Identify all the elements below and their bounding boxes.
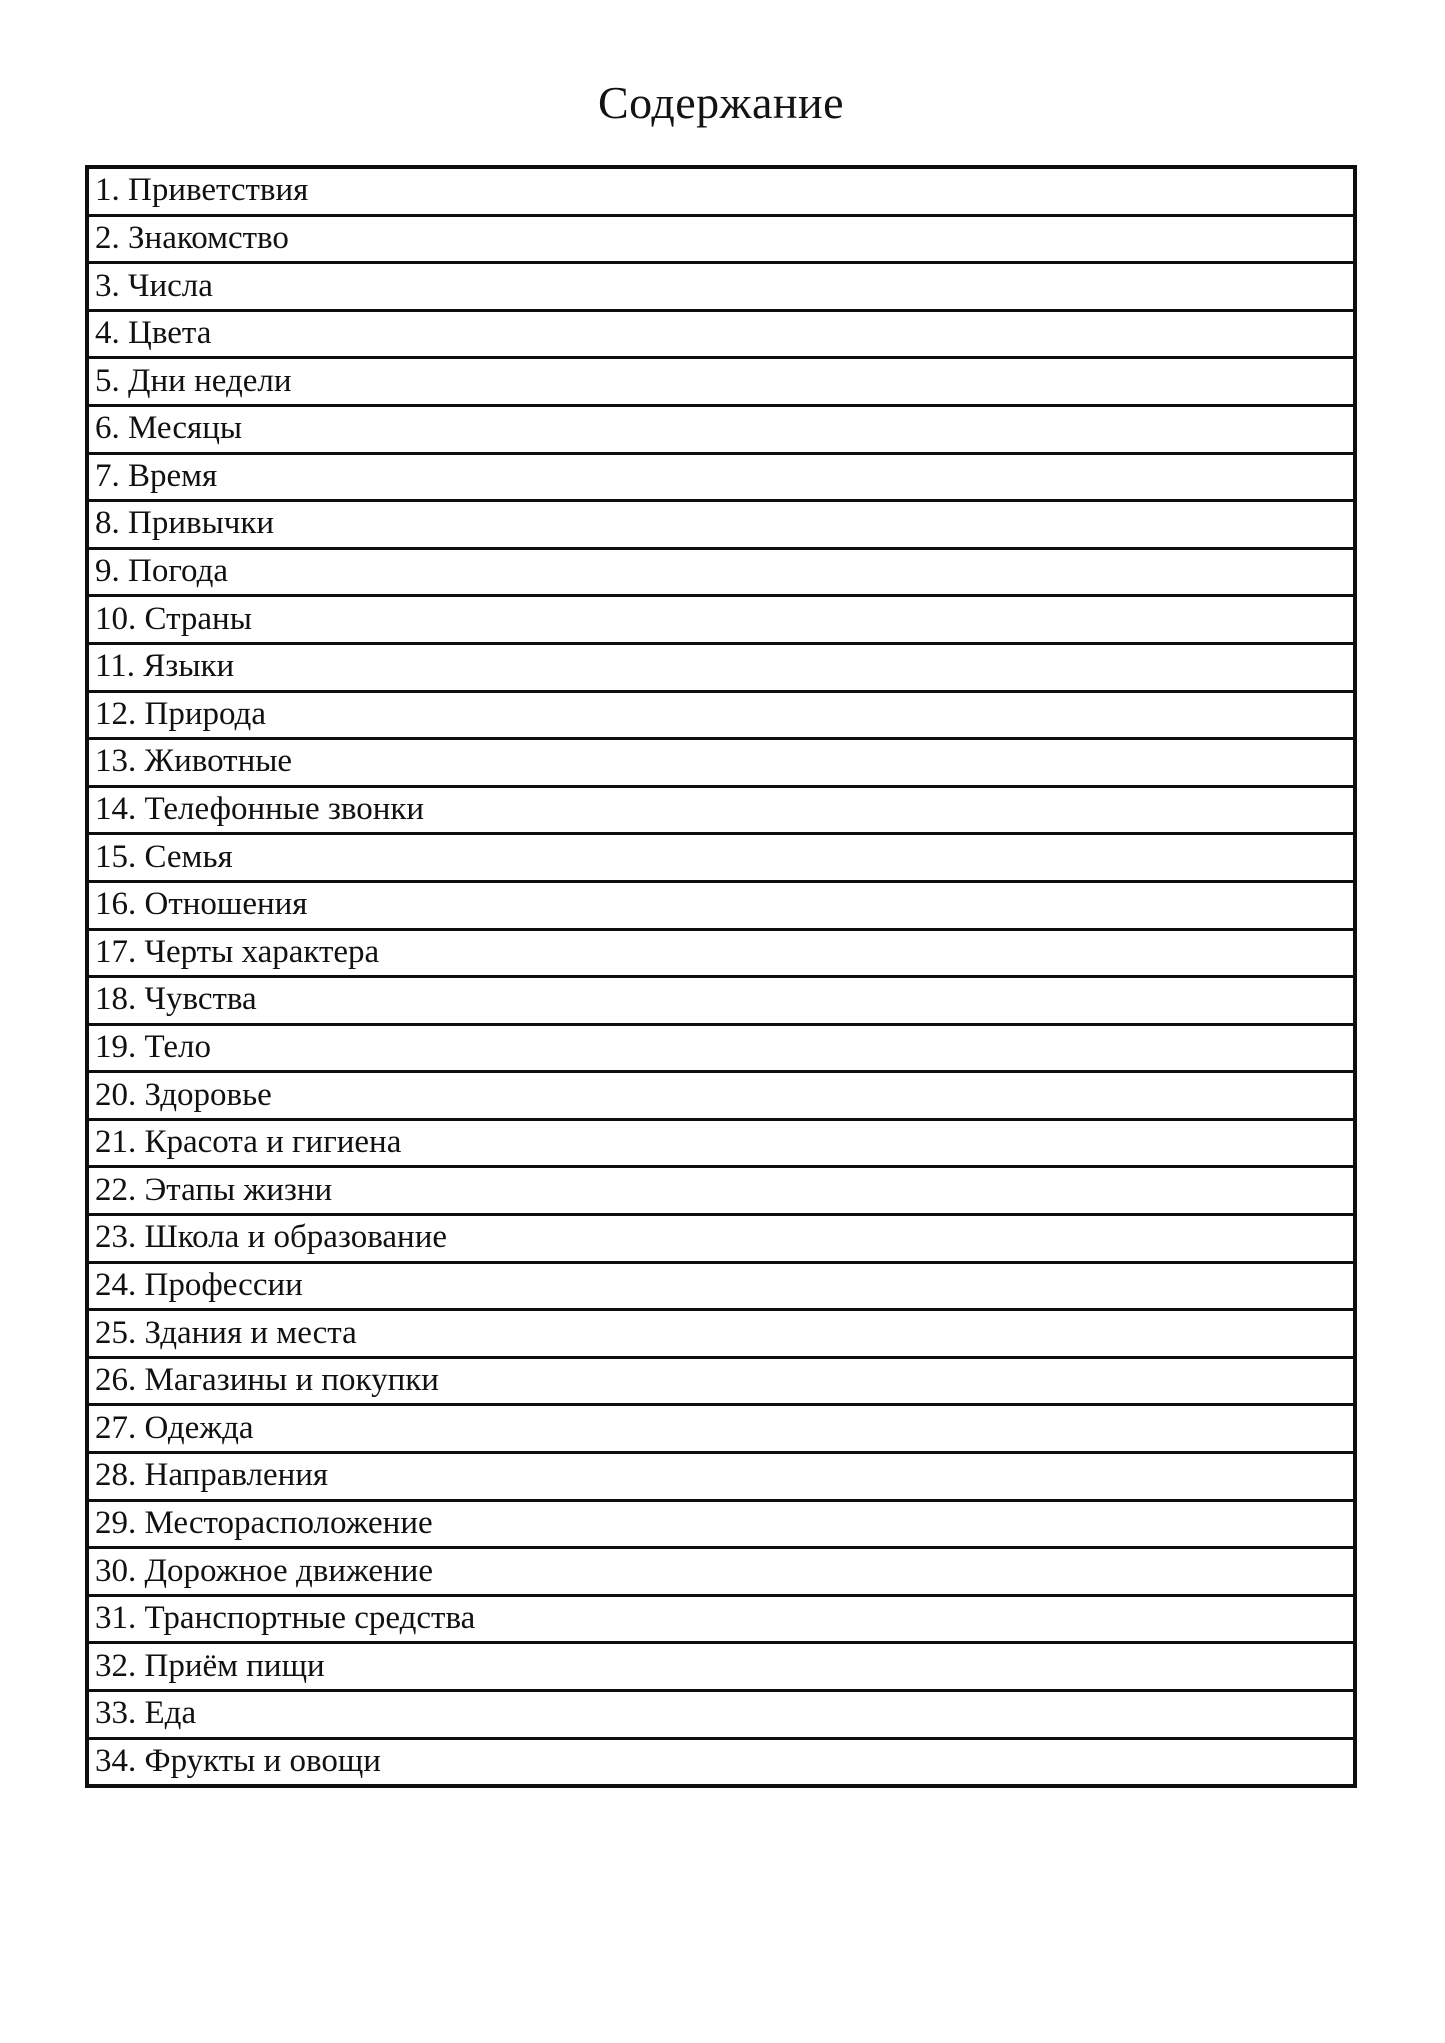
- toc-row: [89, 1549, 1353, 1597]
- toc-item-text: 24. Профессии: [95, 1266, 303, 1303]
- toc-row: [89, 264, 1353, 312]
- toc-row: [89, 502, 1353, 550]
- toc-row: [89, 217, 1353, 265]
- toc-item-text: 11. Языки: [95, 648, 235, 685]
- toc-item-text: 16. Отношения: [95, 886, 308, 923]
- toc-row: [89, 169, 1353, 217]
- toc-item-text: 8. Привычки: [95, 505, 275, 542]
- toc-item-text: 1. Приветствия: [95, 172, 309, 209]
- toc-row: [89, 359, 1353, 407]
- toc-row: [89, 1216, 1353, 1264]
- toc-item-text: 21. Красота и гигиена: [95, 1124, 402, 1161]
- toc-row: [89, 740, 1353, 788]
- toc-item-text: 3. Числа: [95, 267, 213, 304]
- toc-item-text: 20. Здоровье: [95, 1076, 272, 1113]
- toc-row: [89, 1264, 1353, 1312]
- toc-item-text: 17. Черты характера: [95, 933, 380, 970]
- toc-item-text: 7. Время: [95, 457, 218, 494]
- toc-row: [89, 550, 1353, 598]
- toc-item-text: 34. Фрукты и овощи: [95, 1742, 381, 1779]
- toc-row: [89, 1644, 1353, 1692]
- toc-item-text: 33. Еда: [95, 1695, 197, 1732]
- toc-row: [89, 1026, 1353, 1074]
- toc-row: [89, 1359, 1353, 1407]
- toc-row: [89, 1740, 1353, 1785]
- toc-item-text: 6. Месяцы: [95, 410, 243, 447]
- toc-item-text: 4. Цвета: [95, 315, 212, 352]
- toc-item-text: 32. Приём пищи: [95, 1647, 325, 1684]
- toc-row: [89, 1311, 1353, 1359]
- toc-row: [89, 407, 1353, 455]
- toc-row: [89, 883, 1353, 931]
- toc-row: [89, 455, 1353, 503]
- toc-item-text: 28. Направления: [95, 1457, 329, 1494]
- toc-item-text: 13. Животные: [95, 743, 293, 780]
- toc-item-text: 26. Магазины и покупки: [95, 1362, 439, 1399]
- toc-row: [89, 1168, 1353, 1216]
- toc-item-text: 27. Одежда: [95, 1409, 254, 1446]
- toc-row: [89, 645, 1353, 693]
- toc-table: [85, 165, 1357, 1788]
- toc-row: [89, 788, 1353, 836]
- toc-item-text: 18. Чувства: [95, 981, 257, 1018]
- toc-row: [89, 1073, 1353, 1121]
- toc-item-text: 2. Знакомство: [95, 219, 289, 256]
- toc-item-text: 30. Дорожное движение: [95, 1552, 433, 1589]
- toc-item-text: 31. Транспортные средства: [95, 1600, 476, 1637]
- toc-item-text: 14. Телефонные звонки: [95, 791, 425, 828]
- toc-row: [89, 1597, 1353, 1645]
- toc-row: [89, 1502, 1353, 1550]
- toc-item-text: 5. Дни недели: [95, 362, 292, 399]
- toc-row: [89, 1454, 1353, 1502]
- toc-item-text: 22. Этапы жизни: [95, 1171, 333, 1208]
- toc-item-text: 29. Месторасположение: [95, 1504, 433, 1541]
- toc-item-text: 9. Погода: [95, 553, 229, 590]
- toc-item-text: 19. Тело: [95, 1029, 212, 1066]
- toc-row: [89, 978, 1353, 1026]
- toc-item-text: 10. Страны: [95, 600, 252, 637]
- toc-item-text: 25. Здания и места: [95, 1314, 357, 1351]
- toc-item-text: 12. Природа: [95, 695, 266, 732]
- toc-row: [89, 693, 1353, 741]
- toc-item-text: 15. Семья: [95, 838, 233, 875]
- toc-row: [89, 597, 1353, 645]
- toc-row: [89, 312, 1353, 360]
- page-title: Содержание: [597, 77, 845, 128]
- toc-row: [89, 1406, 1353, 1454]
- toc-row: [89, 1692, 1353, 1740]
- toc-item-text: 23. Школа и образование: [95, 1219, 448, 1256]
- toc-row: [89, 931, 1353, 979]
- toc-row: [89, 835, 1353, 883]
- toc-row: [89, 1121, 1353, 1169]
